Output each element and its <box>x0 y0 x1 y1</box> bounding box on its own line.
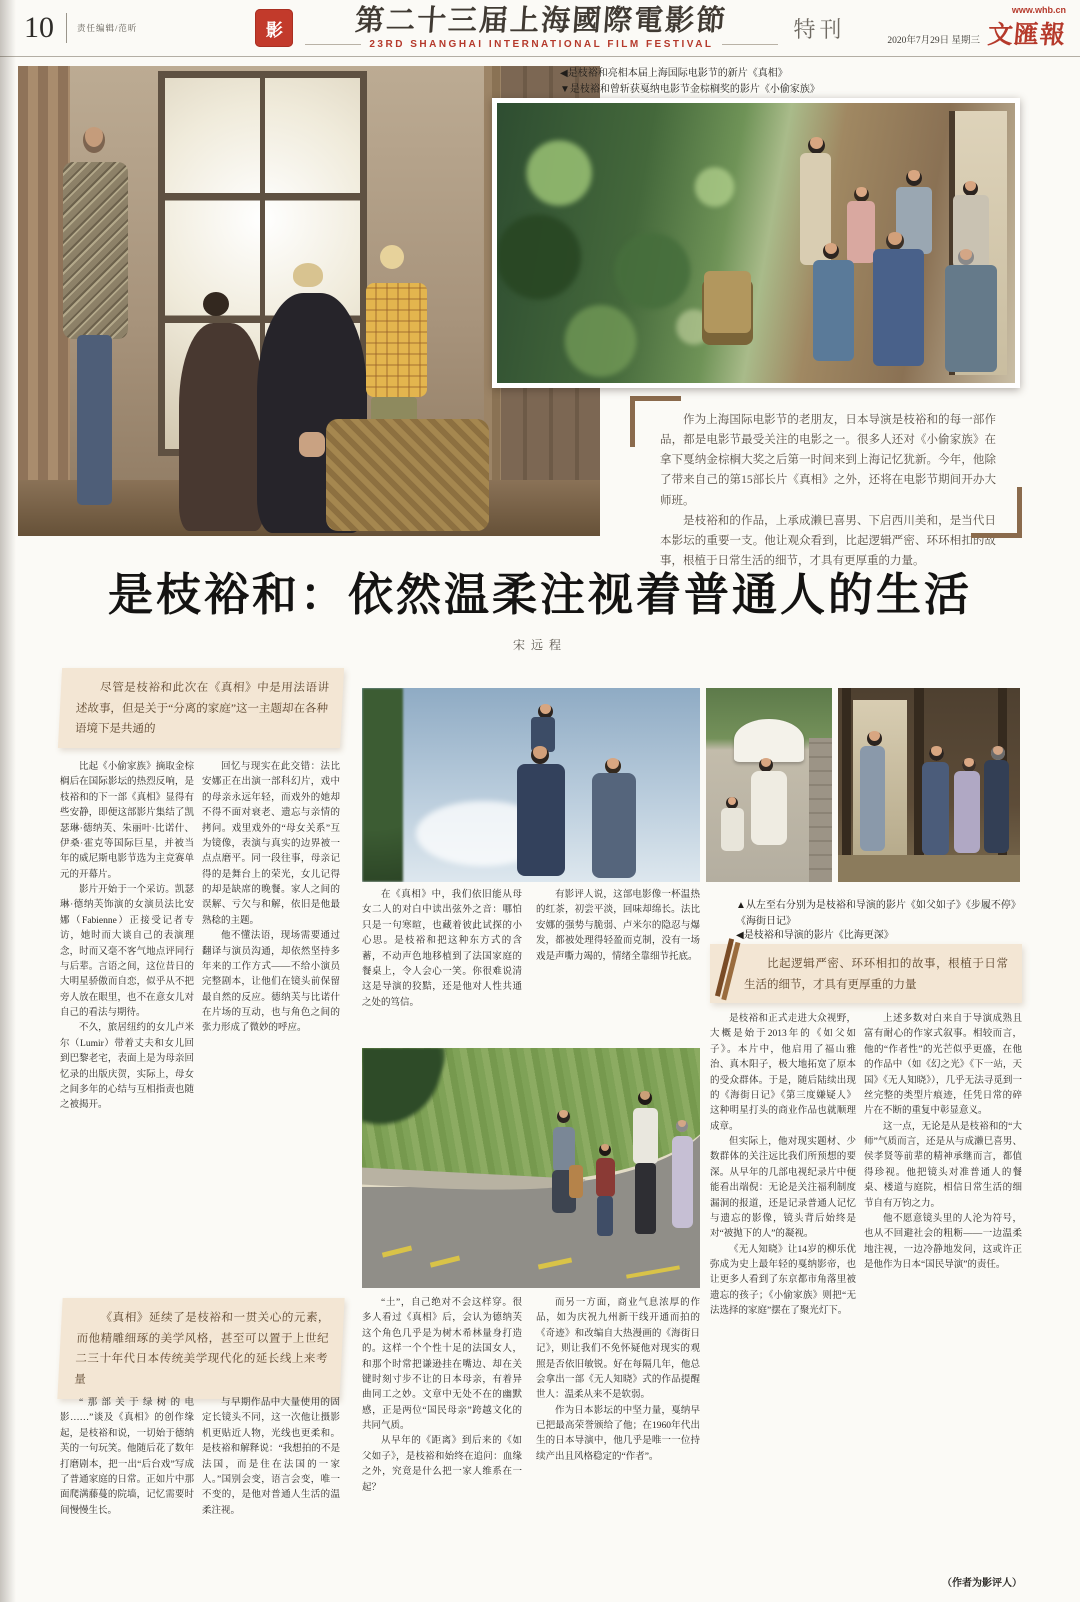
top-caption-1: ◀是枝裕和亮相本届上海国际电影节的新片《真相》 <box>560 68 788 79</box>
figure-seated-woman-brown <box>175 292 268 536</box>
pullquote-2: 比起逻辑严密、环环相扣的故事，根植于日常生活的细节，才具有更厚重的力量 <box>710 944 1022 1003</box>
mid-caption-2: ◀是枝裕和导演的影片《比海更深》 <box>736 930 894 941</box>
figure-father <box>629 1091 663 1240</box>
article-mid-bottom-col-2: 而另一方面，商业气息浓厚的作品，如为庆祝九州新干线开通而拍的《奇迹》和改编自大热漫画的《海街日记》，则让我们不免怀疑他对现实的观照是否依旧敏锐。好在每隔几年，他总会拿出一部《无人知晓》式的作品提醒世人：温柔从来不是软弱。 作为日本影坛的中坚力量，戛纳早已把最高荣誉颁给了他；在1960年代出生的日本导演中，他几乎是唯一一位持续产出且风格稳定的“作者”。 <box>536 1298 700 1462</box>
paper-name: 文匯報 <box>986 22 1067 49</box>
figure-boy-red <box>592 1144 619 1240</box>
byline: 宋远程 <box>512 638 567 652</box>
main-headline: 是枝裕和：依然温柔注视着普通人的生活 <box>107 570 972 620</box>
author-attribution: （作者为影评人） <box>942 1578 1022 1589</box>
website-url: www.whb.cn <box>1011 5 1066 15</box>
article-left-col-3: “那部关于绿树的电影……”谈及《真相》的创作缘起，是枝裕和说，一切始于德纳芙的一句玩笑。他随后花了数年打磨剧本，把一出“后台戏”写成了普通家庭的日常。正如片中那面爬满藤蔓的院墙，记忆需要时间慢慢生长。 <box>60 1398 194 1516</box>
page-header <box>0 0 1080 57</box>
umbrella <box>734 719 805 762</box>
wicker-chair <box>326 419 489 532</box>
siff-seal-icon: 影 <box>255 9 293 47</box>
lead-quote-block <box>630 396 1022 567</box>
festival-title: 第二十三届上海國際電影節 <box>354 5 729 38</box>
article-mid-top-col-2: 有影评人说，这部电影像一杯温热的红茶，初尝平淡，回味却绵长。法比安娜的强势与脆弱、卢米尔的隐忍与爆发，都被处理得轻盈而克制，没有一场戏是声嘶力竭的，情绪全靠细节托底。 <box>536 890 700 962</box>
masthead <box>255 6 845 49</box>
pullquote-3: 《真相》延续了是枝裕和一贯关心的元素，而他精雕细琢的美学风格，甚至可以置于上世纪二三十年代日本传统美学现代化的延长线上来考量 <box>57 1298 344 1399</box>
figure-mother <box>548 1110 582 1235</box>
date-line: 2020年7月29日 星期三 <box>887 36 980 46</box>
article-mid-top-col-1: 在《真相》中，我们依旧能从母女二人的对白中读出弦外之音：哪怕只是一句寒暄，也藏着彼此试探的小心思。是枝裕和把这种东方式的含蓄，不动声色地移植到了法国家庭的餐桌上，令人会心一笑。你很难说清这是导演的狡黠，还是他对人性共通之处的笃信。 <box>362 890 522 1008</box>
mid-caption-1: ▲从左至右分别为是枝裕和导演的影片《如父如子》《步履不停》《海街日记》 <box>736 900 1021 927</box>
lead-quote-p1: 作为上海国际电影节的老朋友，日本导演是枝裕和的每一部作品，都是电影节最受关注的电影之一。很多人还对《小偷家族》在拿下戛纳金棕榈大奖之后第一时间来到上海记忆犹新。今年，他除了带来自己的第15部长片《真相》之外，还将在电影节期间开办大师班。 <box>660 414 996 507</box>
page-number: 10 <box>24 11 54 44</box>
special-issue-label: 特刊 <box>793 16 846 42</box>
photo-our-little-sister-still <box>838 688 1020 882</box>
header-divider <box>66 13 67 43</box>
article-right-col-2: 上述多数对白来自于导演成熟且富有耐心的作家式叙事。相较而言，他的“作者性”的光芒似乎更盛，在他的作品中（如《幻之光》《下一站，天国》《无人知晓》），几乎无法寻觅到一丝完整的类型片痕迹，任凭日常的碎片在不断的重复中彰显意义。 这一点，无论是从是枝裕和的“大师”气质而言，还是从与成濑巳喜男、侯孝贤等前辈的精神承继而言，都值得珍视。他把镜头对准普通人的餐桌、楼道与庭院，相信日常生活的细节自有万钧之力。 他不愿意镜头里的人沦为符号，也从不回避社会的粗粝——一边温柔地注视，一边冷静地发问，这或许正是他作为日本“国民导演”的责任。 <box>864 1014 1022 1270</box>
photo-after-the-storm-still <box>362 1048 700 1288</box>
pullquote-1: 尽管是枝裕和此次在《真相》中是用法语讲述故事，但是关于“分离的家庭”这一主题却在各种语境下是共通的 <box>58 668 344 748</box>
article-mid-bottom-col-1: “土”，自己绝对不会这样穿。很多人看过《真相》后，会认为德纳芙这个角色几乎是为树木希林量身打造的。这样一个个性十足的法国女人，和那个时常把谦逊挂在嘴边、却在关键时刻寸步不让的日本母亲，有着异曲同工之妙。文章中无处不在的幽默感，正是两位“国民母亲”跨越文化的共同气质。 从早年的《距离》到后来的《如父如子》，是枝裕和始终在追问：血缘之外，究竟是什么把一家人维系在一起？ <box>362 1298 522 1493</box>
editor-note: 责任编辑/范昕 <box>77 23 138 33</box>
festival-subtitle: 23RD SHANGHAI INTERNATIONAL FILM FESTIVAL <box>305 39 777 50</box>
article-right-col-1: 是枝裕和正式走进大众视野，大概是始于2013年的《如父如子》。本片中，他启用了福山雅治、真木阳子，极大地拓宽了原本的受众群体。于是，随后陆续出现的《海街日记》《第三度嫌疑人》这种明星打头的商业作品也就顺理成章。 但实际上，他对现实题材、少数群体的关注远比我们所预想的要深。从早年的几部电视纪录片中便能看出端倪：无论是关注福利制度漏洞的报道，还是记录普通人记忆与遗忘的影像，镜头背后始终是对“被抛下的人”的凝视。 《无人知晓》让14岁的柳乐优弥成为史上最年轻的戛纳影帝，也让更多人看到了东京都市角落里被遗忘的孩子；《小偷家族》则把“无法选择的家庭”摆在了聚光灯下。 <box>710 1014 856 1317</box>
photo-shoplifters-still <box>492 98 1020 388</box>
top-caption-2: ▼是枝裕和曾斩获戛纳电影节金棕榈奖的影片《小偷家族》 <box>560 84 820 95</box>
photo-still-walking-still <box>706 688 832 882</box>
figure-grandmother <box>670 1120 697 1235</box>
handbag <box>569 1165 583 1197</box>
figure-standing-man <box>53 127 140 512</box>
bicycle-basket <box>704 271 751 333</box>
lead-quote-p2: 是枝裕和的作品，上承成濑巳喜男、下启西川美和，是当代日本影坛的重要一支。他让观众看到，比起逻辑严密、环环相扣的故事，根植于日常生活的细节，才具有更厚重的力量。 <box>660 514 996 567</box>
photo-like-father-like-son-still <box>362 688 700 882</box>
article-left-col-1: 比起《小偷家族》摘取金棕榈后在国际影坛的热烈反响，是枝裕和的下一部《真相》显得有些安静，即便这部影片集结了凯瑟琳·德纳芙、朱丽叶·比诺什、伊桑·霍克等国际巨星，并被当年的威尼斯电影节选为主竞赛单元的开幕片。 影片开始于一个采访。凯瑟琳·德纳芙饰演的女演员法比安娜（Fabienne）正接受记者专访，她时而大谈自己的表演理念，时而又毫不客气地点评同行与后辈。言语之间，这位昔日的大明星骄傲而自恋，似乎从不把旁人放在眼里，也不在意女儿对自己的看法与期待。 不久，旅居纽约的女儿卢米尔（Lumir）带着丈夫和女儿回到巴黎老宅，表面上是为母亲回忆录的出版庆贺，实际上，母女之间多年的心结与互相指责也随之被揭开。 <box>60 762 194 1111</box>
article-left-col-2: 回忆与现实在此交错：法比安娜正在出演一部科幻片，戏中的母亲永远年轻，而戏外的她却不得不面对衰老、遗忘与亲情的拷问。戏里戏外的“母女关系”互为镜像，表演与真实的边界被一点点磨平。同一段往事，母亲记得的是舞台上的荣光，女儿记得的却是缺席的晚餐。家人之间的误解、亏欠与和解，依旧是他最熟稔的主题。 他不懂法语，现场需要通过翻译与演员沟通，却依然坚持多年来的工作方式——不给小演员完整剧本，让他们在镜头前保留最自然的反应。德纳芙与比诺什在片场的互动，也与角色之间的张力形成了微妙的呼应。 <box>202 762 340 1034</box>
article-left-col-4: 与早期作品中大量使用的固定长镜头不同，这一次他让摄影机更贴近人物，光线也更柔和。是枝裕和解释说：“我想拍的不是法国，而是住在法国的一家人。”国别会变，语言会变，唯一不变的，是他对普通人生活的温柔注视。 <box>202 1398 340 1516</box>
